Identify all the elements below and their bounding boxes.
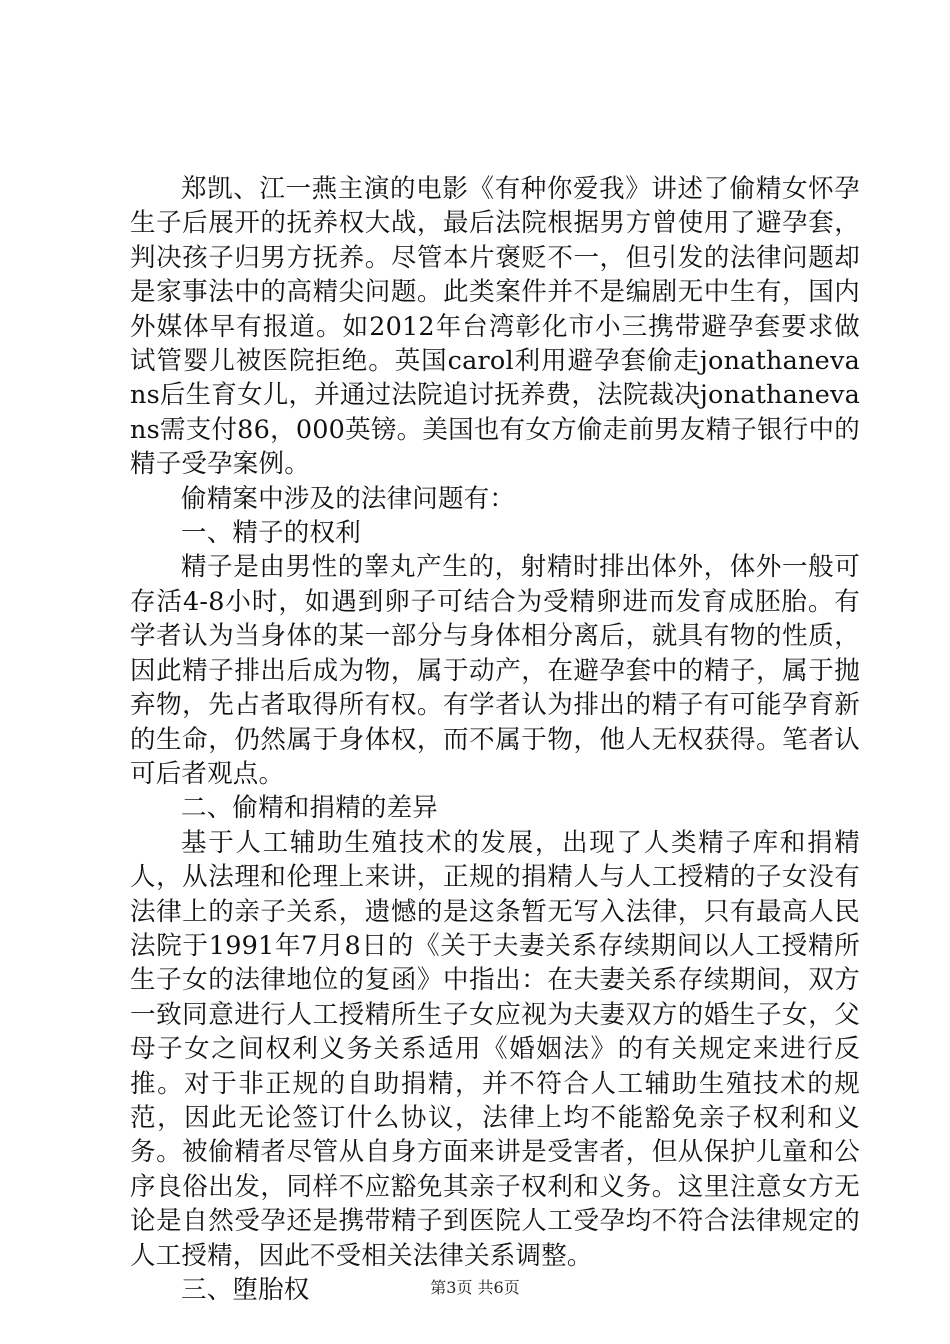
section-heading-3: 三、堕胎权: [181, 1275, 310, 1305]
page-number-footer: 第3页 共6页: [430, 1278, 520, 1297]
paragraph-donation-difference: 基于人工辅助生殖技术的发展，出现了人类精子库和捐精人，从法理和伦理上来讲，正规的捐精人与人工授精的子女没有法律上的亲子关系，遗憾的是这条暂无写入法律，只有最高人民法院于1991年7月8日的《关于夫妻关系存续期间以人工授精所生子女的法律地位的复函》中指出：在夫妻关系存续期间，双方一致同意进行人工授精所生子女应视为夫妻双方的婚生子女，父母子女之间权利义务关系适用《婚姻法》的有关规定来进行反推。对于非正规的自助捐精，并不符合人工辅助生殖技术的规范，因此无论签订什么协议，法律上均不能豁免亲子权利和义务。被偷精者尽管从自身方面来讲是受害者，但从保护儿童和公序良俗出发，同样不应豁免其亲子权利和义务。这里注意女方无论是自然受孕还是携带精子到医院人工受孕均不符合法律规定的人工授精，因此不受相关法律关系调整。: [130, 827, 860, 1271]
document-body: [130, 172, 860, 1307]
paragraph-issues-lead: 偷精案中涉及的法律问题有：: [181, 483, 516, 514]
paragraph-sperm-rights: 精子是由男性的睾丸产生的，射精时排出体外，体外一般可存活4-8小时，如遇到卵子可结合为受精卵进而发育成胚胎。有学者认为当身体的某一部分与身体相分离后，就具有物的性质，因此精子排出后成为物，属于动产，在避孕套中的精子，属于抛弃物，先占者取得所有权。有学者认为排出的精子有可能孕育新的生命，仍然属于身体权，而不属于物，他人无权获得。笔者认可后者观点。: [130, 552, 860, 789]
section-heading-2: 二、偷精和捐精的差异: [181, 793, 439, 824]
section-heading-1: 一、精子的权利: [181, 518, 361, 549]
paragraph-intro: 郑凯、江一燕主演的电影《有种你爱我》讲述了偷精女怀孕生子后展开的抚养权大战，最后法院根据男方曾使用了避孕套，判决孩子归男方抚养。尽管本片褒贬不一，但引发的法律问题却是家事法中的高精尖问题。此类案件并不是编剧无中生有，国内外媒体早有报道。如2012年台湾彰化市小三携带避孕套要求做试管婴儿被医院拒绝。英国carol利用避孕套偷走jonathanevans后生育女儿，并通过法院追讨抚养费，法院裁决jonathanevans需支付86，000英镑。美国也有女方偷走前男友精子银行中的精子受孕案例。: [130, 174, 860, 480]
